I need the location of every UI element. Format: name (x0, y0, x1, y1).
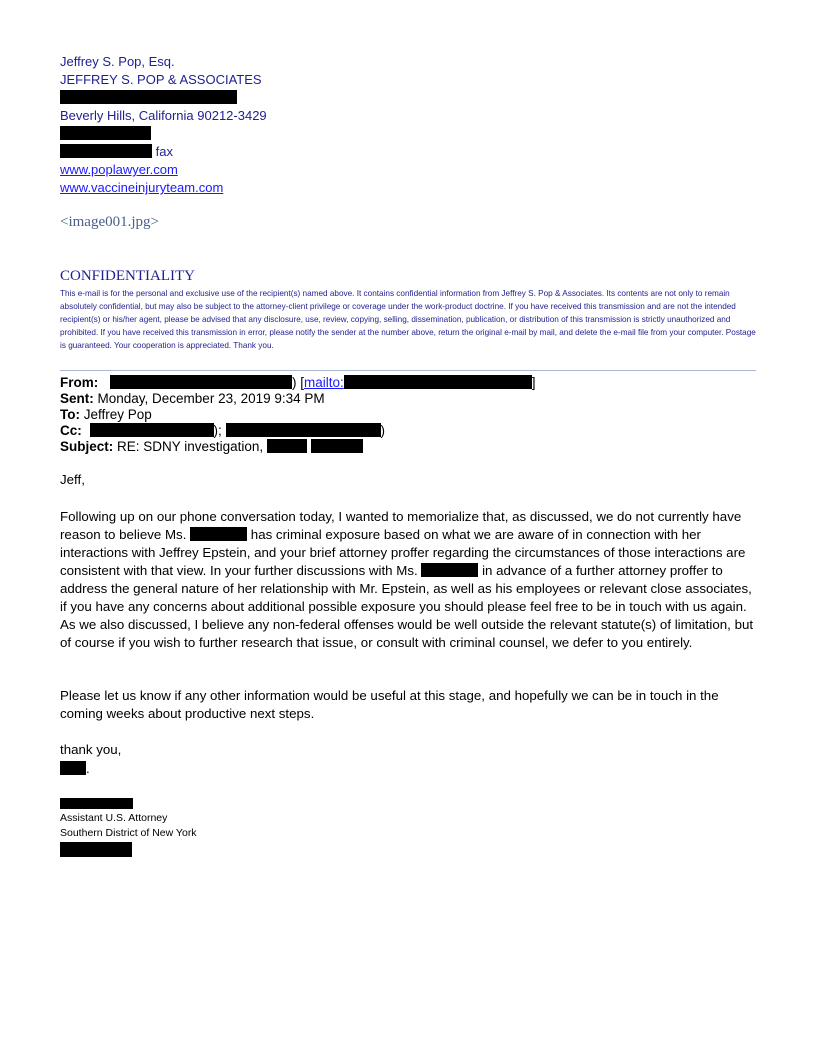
body-paragraph-1 (60, 508, 754, 652)
redaction (60, 90, 237, 104)
cc-line: Cc: ); ) (60, 423, 386, 438)
address-line (60, 89, 237, 107)
redaction (110, 375, 292, 389)
to-label: To: (60, 407, 80, 422)
redaction (311, 439, 363, 453)
redaction (190, 527, 247, 541)
redaction (60, 144, 152, 158)
redaction (421, 563, 478, 577)
firm-name: JEFFREY S. POP & ASSOCIATES (60, 72, 262, 87)
ausa-office: Southern District of New York (60, 827, 197, 839)
website-link-vaccineinjuryteam[interactable]: www.vaccineinjuryteam.com (60, 180, 224, 195)
city-line: Beverly Hills, California 90212-3429 (60, 108, 267, 123)
mailto-link[interactable] (304, 375, 532, 390)
sent-label: Sent: (60, 391, 94, 406)
confidentiality-title: CONFIDENTIALITY (60, 268, 195, 284)
redaction (60, 761, 86, 775)
website-row-1 (60, 161, 178, 179)
header-divider (60, 370, 756, 371)
redaction (344, 375, 532, 389)
fax-line (60, 143, 173, 161)
redaction (267, 439, 307, 453)
image-placeholder: <image001.jpg> (60, 214, 159, 230)
body-text-part: Following up on our phone conversation today, I wanted to memorialize that, as discussed, we do not currently have reason to believe Ms. (60, 509, 742, 542)
ausa-name (60, 797, 133, 812)
sent-value: Monday, December 23, 2019 9:34 PM (97, 391, 325, 406)
to-line (60, 407, 152, 423)
closing: thank you, (60, 742, 122, 757)
website-link-poplawyer[interactable]: www.poplawyer.com (60, 162, 178, 177)
subject-label: Subject: (60, 439, 114, 454)
subject-line (60, 439, 363, 455)
redaction (226, 423, 381, 437)
sent-line (60, 391, 325, 407)
ausa-title: Assistant U.S. Attorney (60, 812, 168, 824)
body-text-part: in advance of a further attorney proffer to address the general nature of her relationship with Mr. Epstein, as well as his employees or relevant close associates, if you have any concerns about additional possible exposure you should please feel free to be in touch with us again. As we also discussed, I believe any non-federal offenses would be well outside the relevant statute(s) of limitation, but of course if you wish to further research that issue, or consult with criminal counsel, we defer to you entirely. (60, 563, 754, 650)
from-label: From: (60, 375, 99, 390)
body-text-part: has criminal exposure based on what we are aware of in connection with her interactions with Jeffrey Epstein, and your brief attorney proffer regarding the circumstances of those interactions are consistent with that view. In your further discussions with Ms. (60, 527, 746, 578)
ausa-phone (60, 842, 132, 860)
redaction (90, 423, 214, 437)
from-line: From: ) [mailto: ] (60, 375, 536, 390)
mailto-label: mailto: (304, 375, 344, 390)
sender-name: Jeffrey S. Pop, Esq. (60, 54, 175, 69)
confidentiality-notice: This e-mail is for the personal and exclusive use of the recipient(s) named above. It contains confidential information from Jeffrey S. Pop & Associates. Its contents are not only to remain absolutely confidential, but may also be subject to the attorney-client privilege or coverage under the work-product doctrine. If you have received this transmission and are not the intended recipient(s) or his/her agent, please be advised that any disclosure, use, review, copying, selling, dissemination, publication, or distribution of this transmission is strictly unauthorized and prohibited. If you have received this transmission in error, please notify the sender at the number above, return the original e-mail by mail, and delete the e-mail file from your computer. Postage is guaranteed. Your cooperation is appreciated. Thank you. (60, 289, 756, 350)
phone-line (60, 125, 151, 143)
fax-label: fax (155, 144, 173, 159)
to-value: Jeffrey Pop (83, 407, 152, 422)
sender-initials: . (60, 760, 754, 778)
cc-label: Cc: (60, 423, 82, 438)
body-paragraph-2: Please let us know if any other information would be useful at this stage, and hopefully we can be in touch in the coming weeks about productive next steps. (60, 688, 719, 721)
redaction (60, 126, 151, 140)
subject-value: RE: SDNY investigation, (117, 439, 264, 454)
redaction (60, 842, 132, 857)
greeting: Jeff, (60, 472, 85, 487)
website-row-2 (60, 179, 223, 197)
redaction (60, 798, 133, 809)
